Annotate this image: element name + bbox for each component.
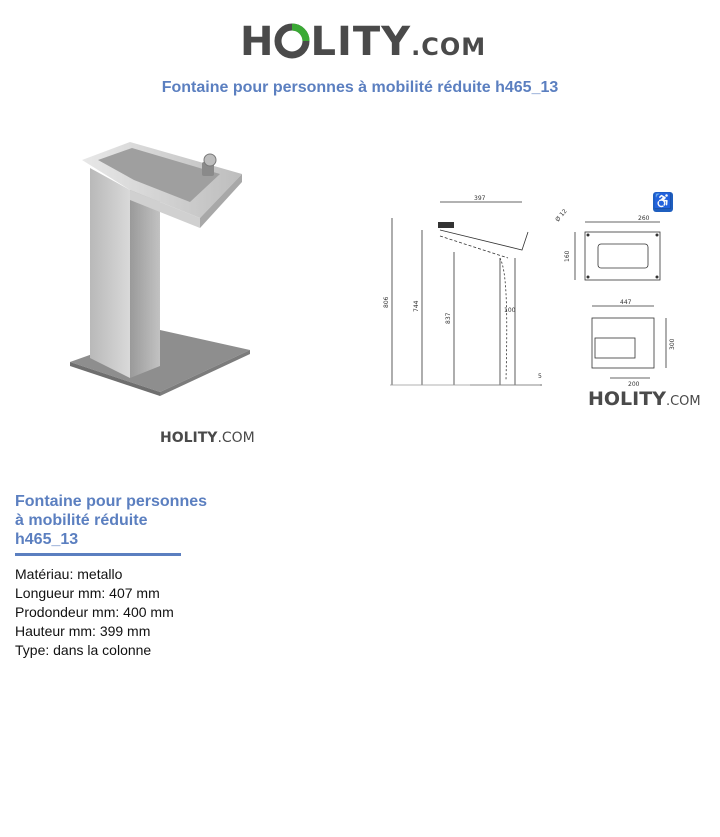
product-title-line: Fontaine pour personnes	[15, 493, 208, 510]
spec-row-length: Longueur mm: 407 mm	[15, 585, 160, 601]
logo-ring-icon	[274, 22, 310, 70]
spec-row-type: Type: dans la colonne	[15, 642, 152, 658]
product-title	[15, 492, 230, 549]
dim-rim-height: 837	[445, 312, 452, 324]
title-divider	[15, 553, 181, 556]
spec-list	[15, 565, 174, 660]
dim-spout-height: 744	[413, 300, 420, 312]
dim-diameter: Ø 12	[554, 207, 569, 224]
dim-plan-length: 447	[620, 299, 632, 306]
drawing-watermark-logo: HOLITY.COM	[588, 388, 701, 410]
dim-plan-depth: 300	[669, 338, 676, 350]
dim-total-height: 806	[383, 296, 390, 308]
dim-column-width: 100	[504, 307, 516, 314]
logo-letter-h: H	[240, 19, 275, 65]
dim-base-thickness: 5	[538, 373, 542, 380]
product-photo	[60, 130, 260, 400]
product-title-line: à mobilité réduite	[15, 512, 148, 529]
dim-plate-height: 160	[564, 250, 571, 262]
spec-row-depth: Prodondeur mm: 400 mm	[15, 604, 174, 620]
holity-logo[interactable]	[240, 18, 485, 66]
spec-row-material: Matériau: metallo	[15, 566, 123, 582]
photo-watermark-logo: HOLITY.COM	[160, 430, 255, 446]
dim-plan-base: 200	[628, 381, 640, 388]
page-title: Fontaine pour personnes à mobilité réduite h465_13	[161, 79, 559, 96]
dim-plate-width: 260	[638, 215, 650, 222]
spec-row-height: Hauteur mm: 399 mm	[15, 623, 151, 639]
logo-com: .COM	[411, 33, 487, 61]
technical-drawing	[370, 180, 720, 420]
logo-letters-lity: LITY	[310, 19, 412, 65]
dim-top-width: 397	[474, 195, 486, 202]
accessibility-icon: ♿	[653, 193, 673, 210]
product-code: h465_13	[15, 531, 79, 548]
